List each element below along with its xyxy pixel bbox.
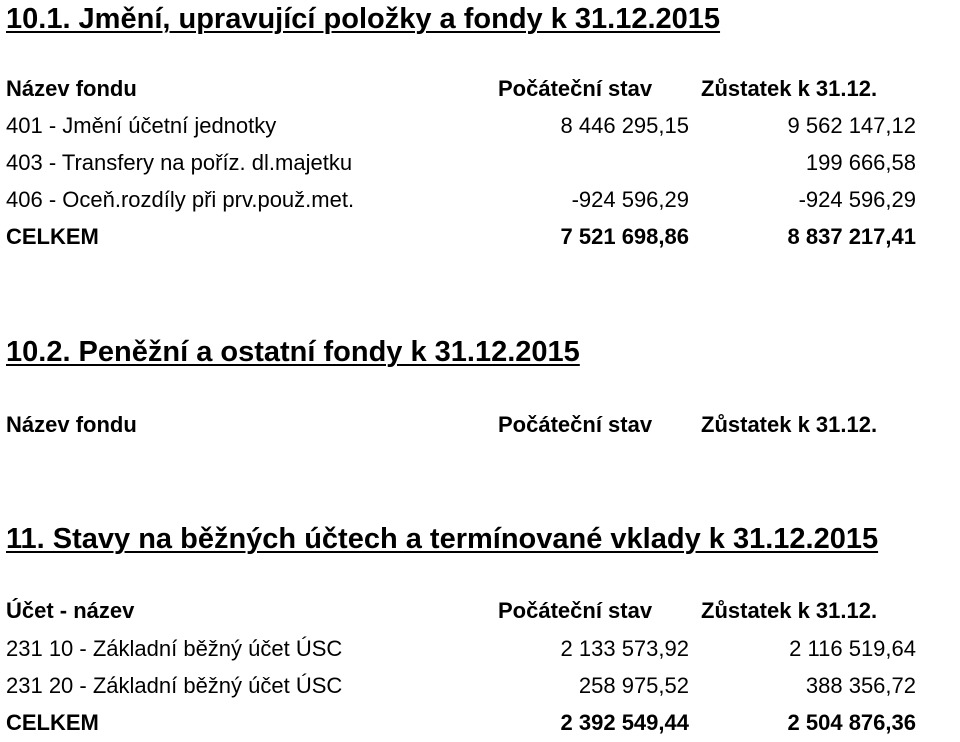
row-start-value: 8 446 295,15 — [560, 113, 689, 138]
column-header-end: Zůstatek k 31.12. — [701, 412, 878, 437]
section-title-11: 11. Stavy na běžných účtech a termínované vklady k 31.12.2015 — [6, 523, 879, 555]
total-row — [6, 220, 956, 254]
column-header-start: Počáteční stav — [498, 412, 653, 437]
row-name: 401 - Jmění účetní jednotky — [6, 113, 277, 138]
column-header-start: Počáteční stav — [498, 76, 653, 101]
table-header — [6, 72, 956, 106]
row-end-value: 9 562 147,12 — [787, 113, 916, 138]
column-header-end: Zůstatek k 31.12. — [701, 598, 878, 623]
row-end-value: 199 666,58 — [805, 150, 916, 175]
row-name: 231 20 - Základní běžný účet ÚSC — [6, 673, 343, 698]
row-start-value: 258 975,52 — [578, 673, 689, 698]
column-header-name: Účet - název — [6, 598, 135, 623]
row-name: 406 - Oceň.rozdíly při prv.použ.met. — [6, 187, 355, 212]
total-label: CELKEM — [6, 710, 99, 735]
table-row — [6, 109, 956, 143]
total-label: CELKEM — [6, 224, 99, 249]
total-start-value: 7 521 698,86 — [560, 224, 689, 249]
row-start-value: 2 133 573,92 — [560, 636, 689, 661]
column-header-end: Zůstatek k 31.12. — [701, 76, 878, 101]
total-end-value: 2 504 876,36 — [787, 710, 916, 735]
row-name: 231 10 - Základní běžný účet ÚSC — [6, 636, 343, 661]
column-header-name: Název fondu — [6, 412, 137, 437]
total-row — [6, 706, 956, 740]
row-start-value: -924 596,29 — [571, 187, 689, 212]
column-header-name: Název fondu — [6, 76, 137, 101]
total-start-value: 2 392 549,44 — [560, 710, 689, 735]
section-title-10-2: 10.2. Peněžní a ostatní fondy k 31.12.2015 — [6, 336, 580, 368]
table-row — [6, 183, 956, 217]
table-header — [6, 408, 956, 442]
row-end-value: 2 116 519,64 — [789, 636, 916, 661]
table-header — [6, 594, 956, 628]
table-row — [6, 669, 956, 703]
total-end-value: 8 837 217,41 — [787, 224, 916, 249]
row-end-value: 388 356,72 — [805, 673, 916, 698]
table-row — [6, 632, 956, 666]
section-title-10-1: 10.1. Jmění, upravující položky a fondy k 31.12.2015 — [6, 3, 721, 35]
row-end-value: -924 596,29 — [798, 187, 916, 212]
column-header-start: Počáteční stav — [498, 598, 653, 623]
table-row — [6, 146, 956, 180]
row-name: 403 - Transfery na poříz. dl.majetku — [6, 150, 353, 175]
